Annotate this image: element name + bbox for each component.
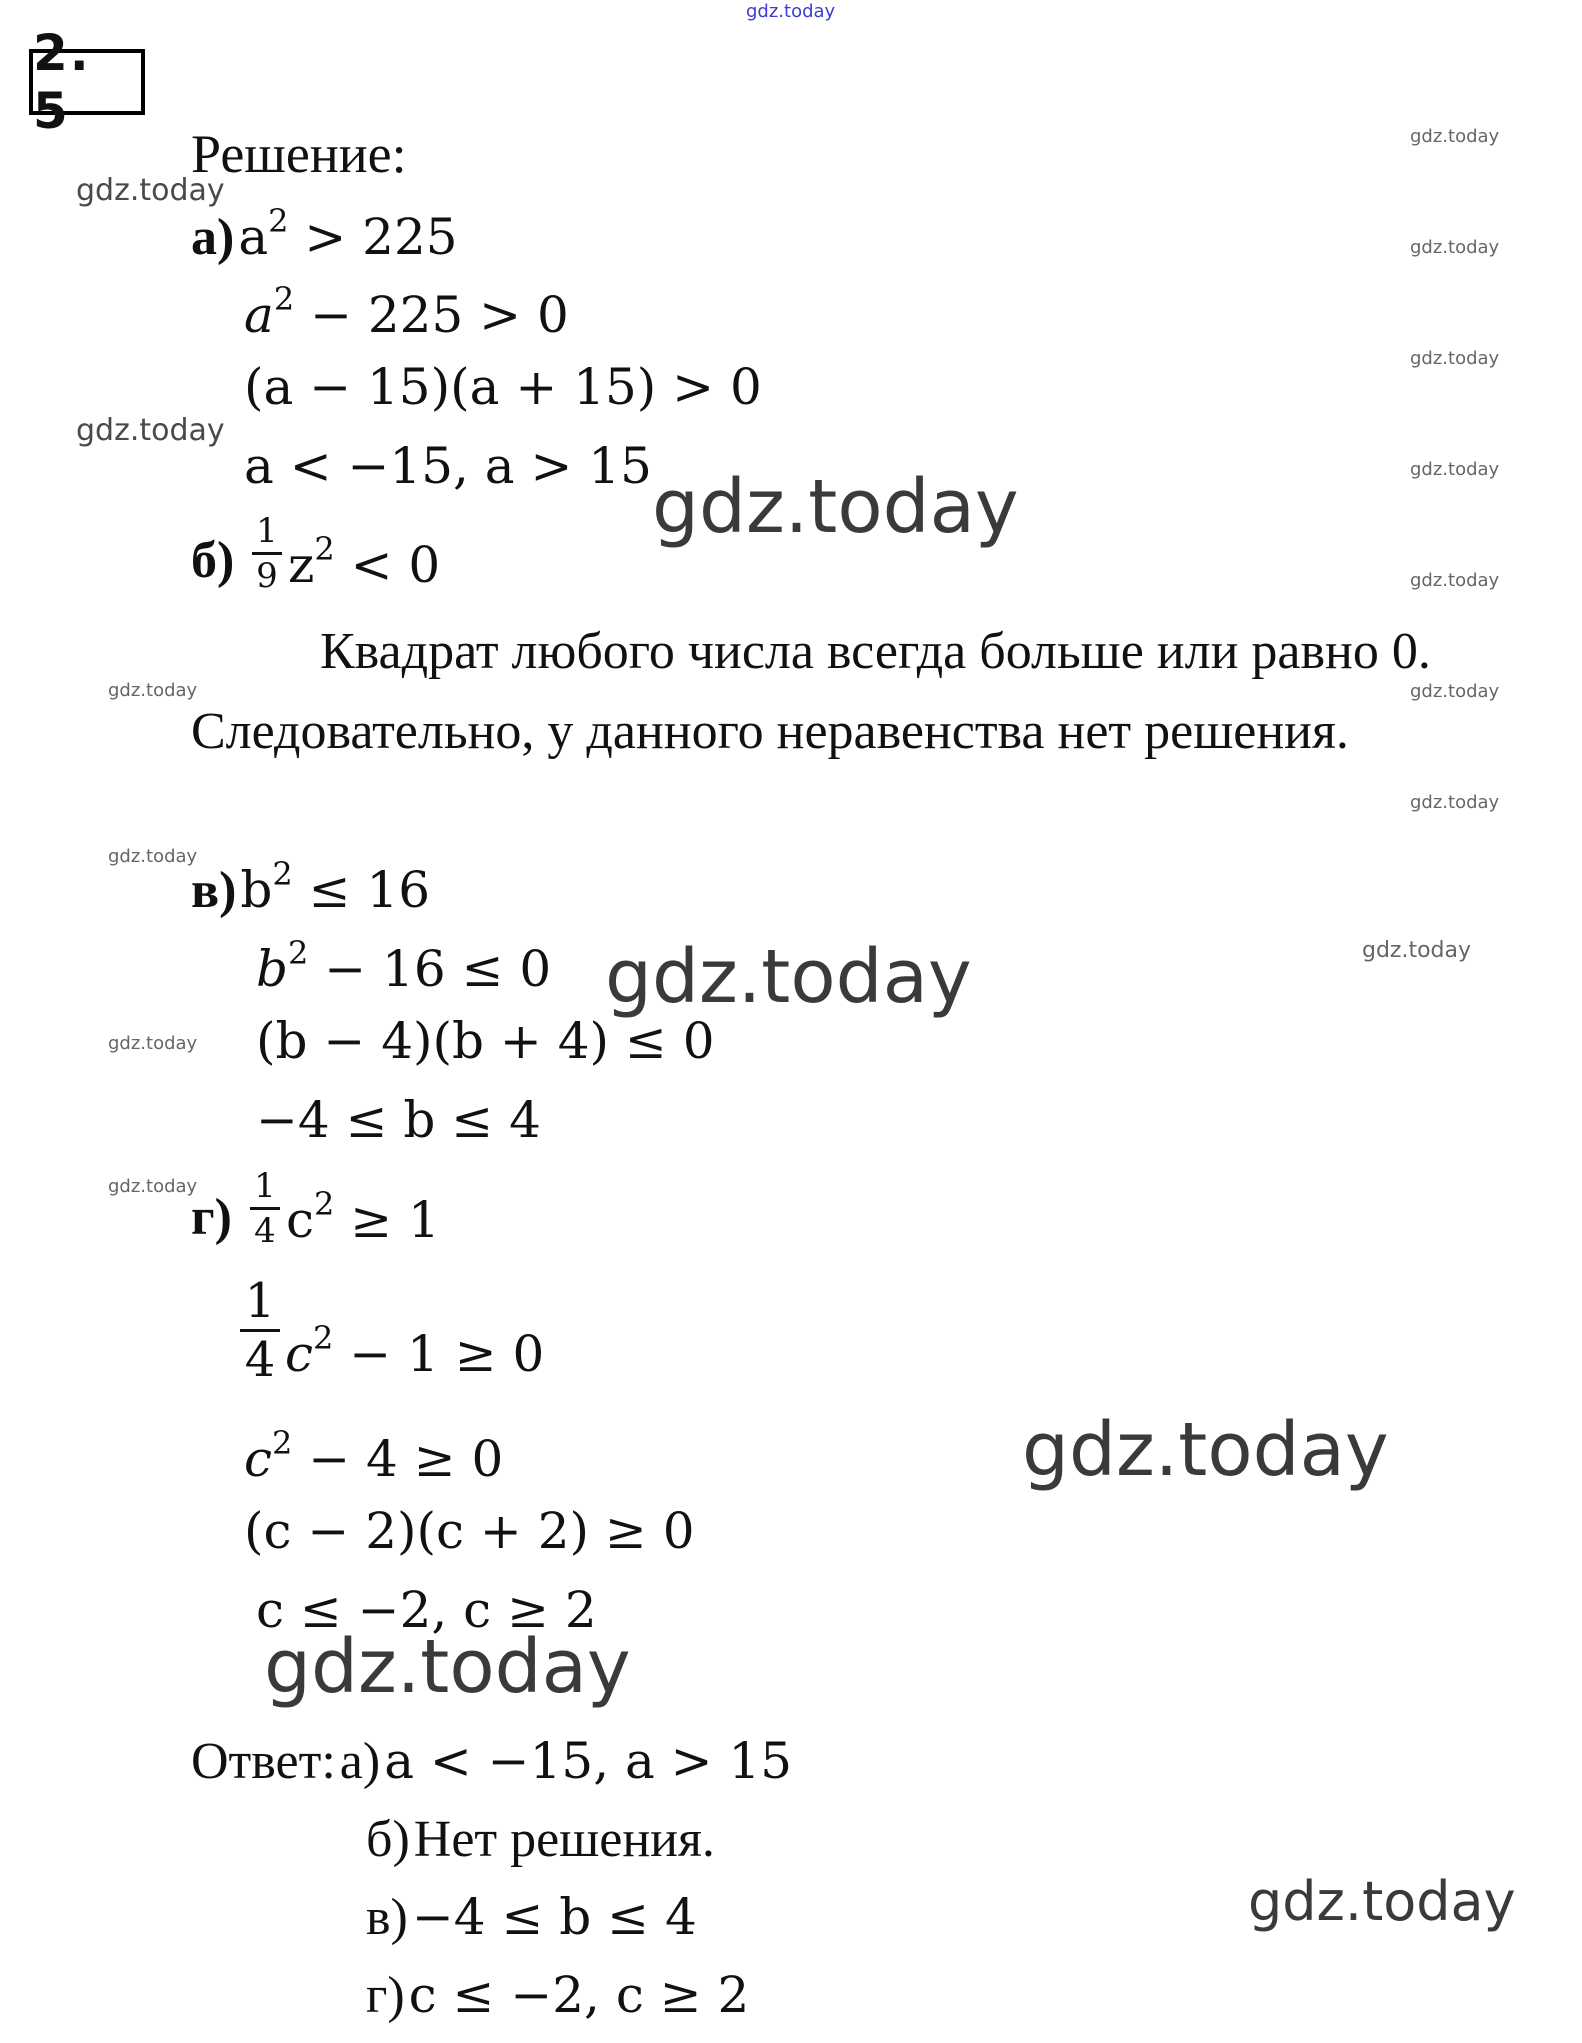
answer-a-label: а) [339,1733,381,1790]
watermark: gdz.today [1410,348,1500,369]
part-b-text2: Следовательно, у данного неравенства нет решения. [191,703,1349,760]
part-b-var: z [288,536,315,594]
problem-number-box [29,24,145,140]
watermark: gdz.today [76,413,225,448]
part-g-fraction [250,1166,280,1251]
part-a-step1-rest: − 225 > 0 [294,286,569,344]
answer-b-label: б) [366,1811,410,1868]
part-a-step3: a < −15, a > 15 [244,437,652,495]
answer-line-v [366,1888,697,1946]
part-g-given [286,1185,440,1249]
problem-number: 2. 5 [33,24,91,140]
watermark: gdz.today [605,934,972,1020]
part-g-step1-rest: − 1 ≥ 0 [333,1325,545,1383]
watermark: gdz.today [1022,1407,1389,1493]
watermark: gdz.today [264,1624,631,1710]
watermark: gdz.today [108,846,198,867]
part-a-step1 [244,280,569,344]
part-v-given [191,855,431,919]
part-g-step1-exp: 2 [313,1319,334,1357]
part-a-step1-base: a [244,286,274,344]
answer-a-value: a < −15, a > 15 [384,1732,793,1790]
fraction-bar [252,552,282,555]
part-b-frac-den: 9 [256,556,278,596]
part-g-step1-den: 4 [244,1332,276,1388]
watermark: gdz.today [76,173,225,208]
answer-v-label: в) [366,1889,408,1946]
answer-g-value: c ≤ −2, c ≥ 2 [408,1966,750,2024]
answer-line-a [191,1732,793,1790]
part-g-frac-num: 1 [254,1166,276,1206]
watermark: gdz.today [108,680,198,701]
answer-b-value: Нет решения. [413,1811,715,1868]
watermark: gdz.today [108,1176,198,1197]
part-v-label: в) [191,862,237,919]
part-g-exp: 2 [314,1185,335,1223]
part-a-given-base: a [238,208,269,266]
part-b-frac-num: 1 [256,511,278,551]
watermark: gdz.today [652,464,1019,550]
answer-line-g [366,1966,750,2024]
watermark: gdz.today [1362,938,1472,963]
part-b-text1: Квадрат любого числа всегда больше или равно 0. [320,623,1431,680]
solution-heading: Решение: [191,124,407,184]
part-g-step2-exp: 2 [272,1424,293,1462]
answer-line-b [366,1811,715,1868]
part-v-step1-exp: 2 [288,934,309,972]
part-a-step1-exp: 2 [273,280,295,318]
part-g-label: г) [191,1189,232,1246]
watermark: gdz.today [1410,681,1500,702]
part-g-rest: ≥ 1 [334,1191,440,1249]
watermark: gdz.today [1410,792,1500,813]
part-b-rest: < 0 [334,536,441,594]
part-v-step1 [256,934,552,998]
fraction-bar [250,1207,280,1210]
answer-v-value: −4 ≤ b ≤ 4 [411,1888,697,1946]
part-a-label: а) [191,209,235,266]
watermark: gdz.today [1410,459,1500,480]
part-v-given-rest: ≤ 16 [292,861,431,919]
part-a-step2: (a − 15)(a + 15) > 0 [244,358,762,416]
part-g-step2 [244,1424,504,1488]
watermark: gdz.today [108,1033,198,1054]
watermark: gdz.today [1248,1870,1516,1933]
watermark: gdz.today [1410,570,1500,591]
part-g-step1-fraction [240,1273,280,1388]
part-b-given [288,530,441,594]
part-v-step1-base: b [256,940,289,998]
part-a-given-exp: 2 [268,202,289,240]
part-g-step1 [285,1319,545,1383]
watermark: gdz.today [746,1,836,22]
part-g-step1-var: c [285,1325,314,1383]
part-b-label: б) [191,532,235,589]
part-g-step1-num: 1 [244,1273,276,1329]
part-b-exp: 2 [314,530,335,568]
part-v-given-base: b [240,861,273,919]
part-g-step3: (c − 2)(c + 2) ≥ 0 [244,1502,695,1560]
part-a-given-rest: > 225 [288,208,458,266]
part-b-fraction [252,511,282,596]
answer-label: Ответ: [191,1733,336,1790]
answer-g-label: г) [366,1967,405,2024]
part-v-given-exp: 2 [272,855,293,893]
watermark: gdz.today [1410,237,1500,258]
part-g-var: c [286,1191,315,1249]
part-g-frac-den: 4 [254,1211,276,1251]
part-g-step4: c ≤ −2, c ≥ 2 [256,1581,597,1639]
part-a-given [191,202,458,266]
part-v-step3: −4 ≤ b ≤ 4 [256,1091,541,1149]
watermark: gdz.today [1410,126,1500,147]
part-v-step1-rest: − 16 ≤ 0 [308,940,552,998]
part-g-step2-rest: − 4 ≥ 0 [292,1430,504,1488]
part-v-step2: (b − 4)(b + 4) ≤ 0 [256,1012,715,1070]
part-g-step2-base: c [244,1430,273,1488]
